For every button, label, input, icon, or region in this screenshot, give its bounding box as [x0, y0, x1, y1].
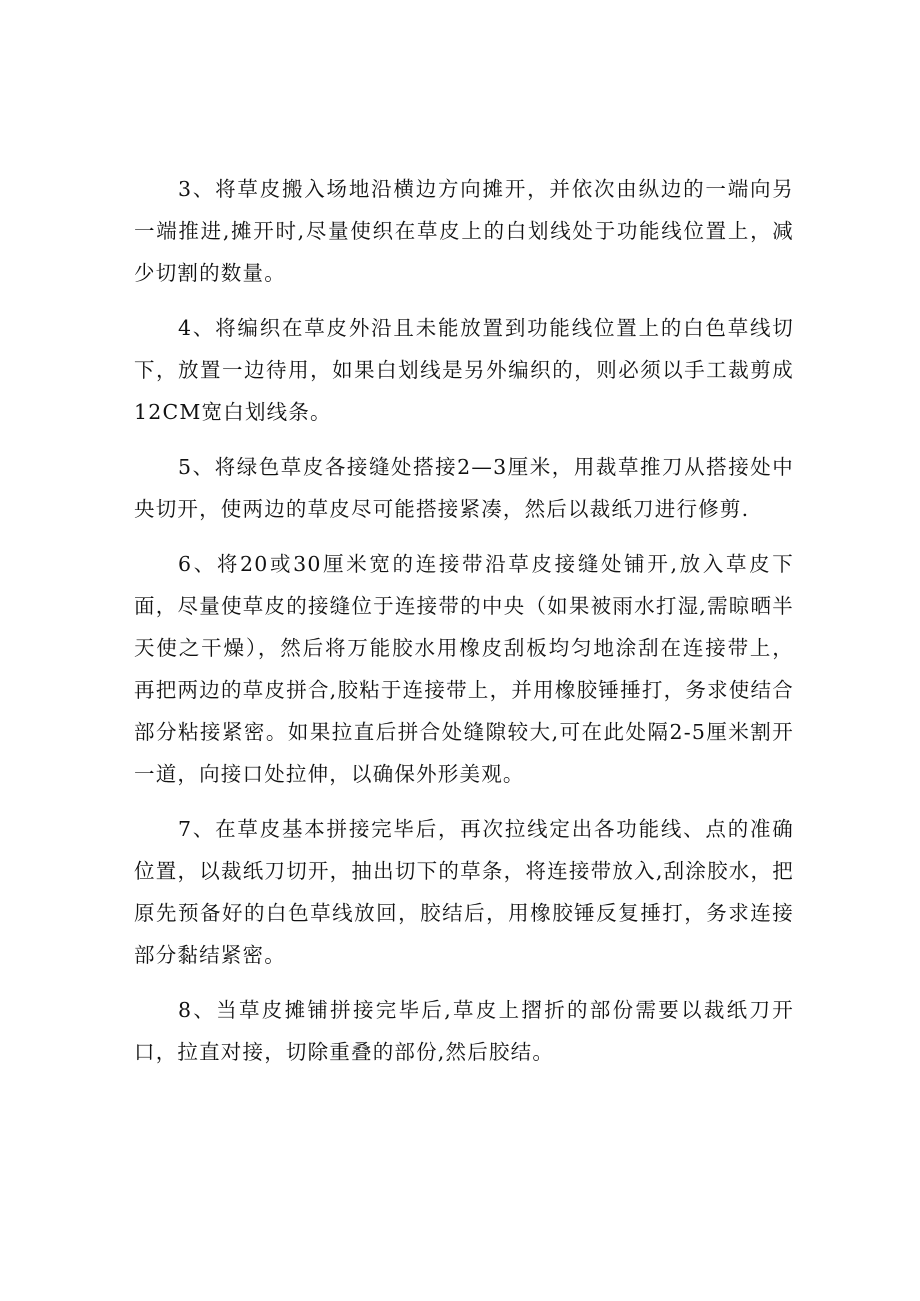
paragraph-step-7: 7、在草皮基本拼接完毕后，再次拉线定出各功能线、点的准确位置，以裁纸刀切开，抽出切下的草条，将连接带放入,刮涂胶水，把原先预备好的白色草线放回，胶结后，用橡胶锤反复捶打，务求连接部分黏结紧密。 [134, 817, 794, 967]
paragraph-step-6: 6、将20或30厘米宽的连接带沿草皮接缝处铺开,放入草皮下面，尽量使草皮的接缝位于连接带的中央（如果被雨水打湿,需晾晒半天使之干燥），然后将万能胶水用橡皮刮板均匀地涂刮在连接带上，再把两边的草皮拼合,胶粘于连接带上，并用橡胶锤捶打，务求使结合部分粘接紧密。如果拉直后拼合处缝隙较大,可在此处隔2-5厘米割开一道，向接口处拉伸，以确保外形美观。 [134, 552, 794, 786]
document-body [134, 168, 794, 1086]
paragraph-step-8: 8、当草皮摊铺拼接完毕后,草皮上摺折的部份需要以裁纸刀开口，拉直对接，切除重叠的部份,然后胶结。 [134, 998, 794, 1064]
paragraph-step-3: 3、将草皮搬入场地沿横边方向摊开，并依次由纵边的一端向另一端推进,摊开时,尽量使织在草皮上的白划线处于功能线位置上，减少切割的数量。 [134, 177, 794, 285]
paragraph-step-5: 5、将绿色草皮各接缝处搭接2—3厘米，用裁草推刀从搭接处中央切开，使两边的草皮尽可能搭接紧凑，然后以裁纸刀进行修剪. [134, 455, 794, 521]
paragraph-step-4: 4、将编织在草皮外沿且未能放置到功能线位置上的白色草线切下，放置一边待用，如果白划线是另外编织的，则必须以手工裁剪成12CM宽白划线条。 [134, 316, 794, 424]
